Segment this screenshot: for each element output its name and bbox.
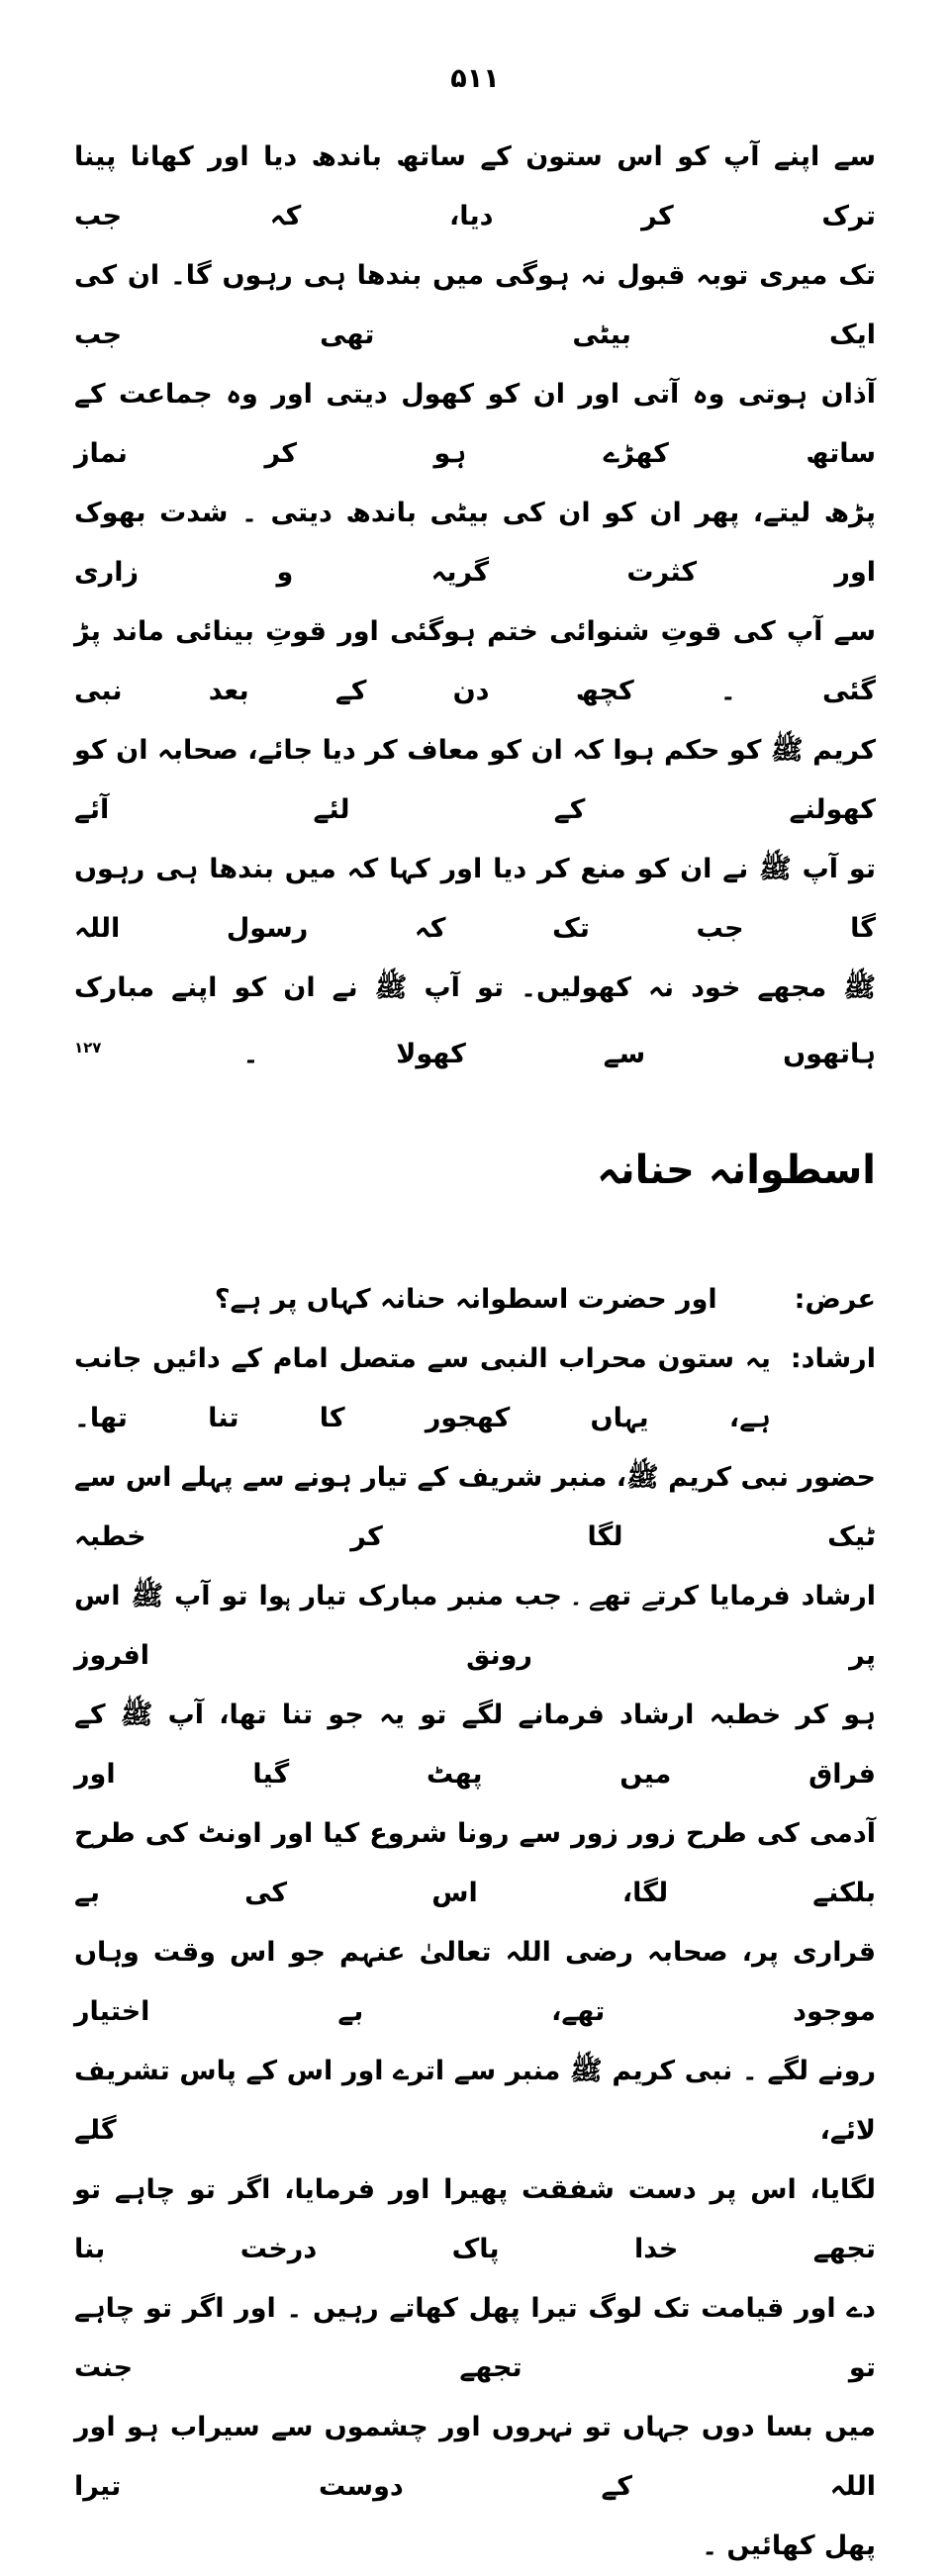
answer-row bbox=[74, 1330, 876, 1448]
question-label: عرض: bbox=[794, 1284, 876, 1315]
paragraph-last-line bbox=[74, 959, 876, 1084]
paragraph-line: سے آپ کی قوتِ شنوائی ختم ہوگئی اور قوتِ بینائی ماند پڑ گئی ۔ کچھ دن کے بعد نبی bbox=[74, 616, 876, 706]
answer-line: آدمی کی طرح زور زور سے رونا شروع کیا اور اونٹ کی طرح بلکنے لگا، اس کی بے bbox=[74, 1818, 876, 1908]
paragraph-line: آذان ہوتی وہ آتی اور ان کو کھول دیتی اور وہ جماعت کے ساتھ کھڑے ہو کر نماز bbox=[74, 379, 876, 469]
answer-line: میں بسا دوں جہاں تو نہروں اور چشموں سے سیراب ہو اور اللہ کے دوست تیرا bbox=[74, 2412, 876, 2502]
section-heading: اسطوانہ حنانہ bbox=[597, 1148, 876, 1193]
answer-paragraph bbox=[74, 1448, 876, 2517]
answer-line: رونے لگے ۔ نبی کریم ﷺ منبر سے اترے اور اس کے پاس تشریف لائے، گلے bbox=[74, 2056, 876, 2146]
answer-line: دے اور قیامت تک لوگ تیرا پھل کھاتے رہیں ۔ اور اگر تو چاہے تو تجھے جنت bbox=[74, 2293, 876, 2383]
continuation-paragraph bbox=[74, 128, 876, 959]
question-row bbox=[74, 1270, 876, 1330]
answer-line: حضور نبی کریم ﷺ، منبر شریف کے تیار ہونے سے پہلے اس سے ٹیک لگا کر خطبہ bbox=[74, 1462, 876, 1552]
qa-section bbox=[74, 1270, 876, 2576]
answer-first-line: یہ ستون محراب النبی سے متصل امام کے دائیں جانب ہے، یہاں کھجور کا تنا تھا۔ bbox=[74, 1343, 771, 1433]
paragraph-line: تو آپ ﷺ نے ان کو منع کر دیا اور کہا کہ میں بندھا ہی رہوں گا جب تک کہ رسول اللہ bbox=[74, 854, 876, 944]
answer-last-line-wrap bbox=[74, 2517, 876, 2576]
question-text: اور حضرت اسطوانہ حنانہ کہاں پر ہے؟ bbox=[214, 1284, 717, 1315]
footnote-marker: ۱۲۷ bbox=[74, 1039, 102, 1057]
answer-line: ہو کر خطبہ ارشاد فرمانے لگے تو یہ جو تنا تھا، آپ ﷺ کے فراق میں پھٹ گیا اور bbox=[74, 1700, 876, 1790]
paragraph-line: تک میری توبہ قبول نہ ہوگی میں بندھا ہی رہوں گا۔ ان کی ایک بیٹی تھی جب bbox=[74, 260, 876, 350]
answer-last-line: پھل کھائیں ۔ bbox=[702, 2530, 876, 2561]
page-number: ۵۱۱ bbox=[450, 63, 500, 94]
answer-line: ارشاد فرمایا کرتے تھے ۔ جب منبر مبارک تیار ہوا تو آپ ﷺ اس پر رونق افروز bbox=[74, 1581, 876, 1671]
answer-line: لگایا، اس پر دست شفقت پھیرا اور فرمایا، اگر تو چاہے تو تجھے خدا پاک درخت بنا bbox=[74, 2174, 876, 2264]
paragraph-line: پڑھ لیتے، پھر ان کو ان کی بیٹی باندھ دیتی ۔ شدت بھوک اور کثرت گریہ و زاری bbox=[74, 498, 876, 588]
paragraph-line: سے اپنے آپ کو اس ستون کے ساتھ باندھ دیا اور کھانا پینا ترک کر دیا، کہ جب bbox=[74, 141, 876, 231]
paragraph-last-line-text: ﷺ مجھے خود نہ کھولیں۔ تو آپ ﷺ نے ان کو اپنے مبارک ہاتھوں سے کھولا ۔ bbox=[74, 972, 876, 1069]
paragraph-line: کریم ﷺ کو حکم ہوا کہ ان کو معاف کر دیا جائے، صحابہ ان کو کھولنے کے لئے آئے bbox=[74, 735, 876, 825]
answer-label: ارشاد: bbox=[790, 1343, 876, 1374]
answer-line: قراری پر، صحابہ رضی اللہ تعالیٰ عنہم جو اس وقت وہاں موجود تھے، بے اختیار bbox=[74, 1937, 876, 2027]
